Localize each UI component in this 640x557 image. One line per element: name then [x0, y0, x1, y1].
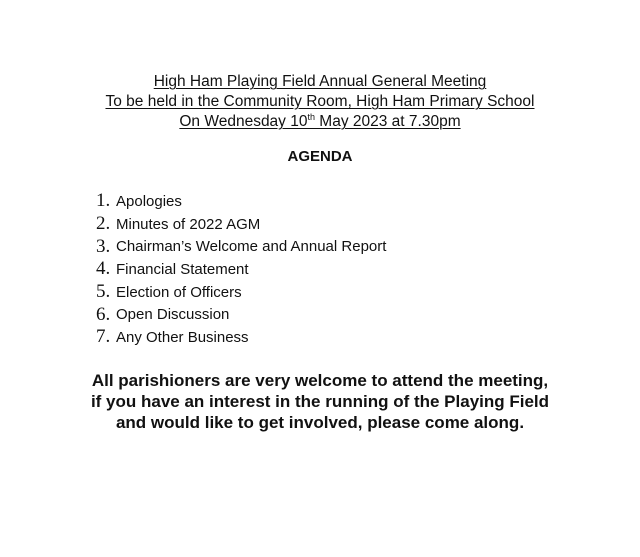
- agenda-item-number: 6.: [96, 303, 111, 325]
- agenda-item: [96, 190, 386, 213]
- agenda-item-number: 4.: [96, 258, 111, 280]
- agenda-item: [96, 213, 386, 236]
- agenda-item: [96, 326, 386, 349]
- agenda-item: [96, 235, 386, 258]
- meeting-date-prefix: On Wednesday 10: [179, 113, 308, 130]
- agenda-item: [96, 258, 386, 281]
- agenda-item-number: 1.: [96, 190, 111, 212]
- meeting-header: [0, 72, 640, 132]
- agenda-item: [96, 303, 386, 326]
- agenda-item-number: 5.: [96, 281, 111, 303]
- meeting-title: High Ham Playing Field Annual General Meeting: [153, 73, 487, 90]
- agenda-item-label: Any Other Business: [116, 328, 249, 346]
- meeting-venue: To be held in the Community Room, High Ham Primary School: [105, 93, 535, 110]
- invitation-line: All parishioners are very welcome to attend the meeting,: [91, 371, 549, 390]
- meeting-date-ordinal: th: [307, 112, 315, 122]
- invitation-line: and would like to get involved, please come along.: [115, 413, 525, 432]
- agenda-item-number: 3.: [96, 235, 111, 257]
- agenda-heading: AGENDA: [287, 148, 353, 165]
- meeting-date: [0, 112, 640, 132]
- agenda-list: [96, 190, 386, 349]
- agenda-item-label: Minutes of 2022 AGM: [116, 215, 261, 233]
- agenda-item-number: 7.: [96, 326, 111, 348]
- invitation-note: [0, 370, 640, 433]
- agenda-item-label: Financial Statement: [116, 260, 249, 278]
- agenda-item-number: 2.: [96, 213, 111, 235]
- agenda-item-label: Chairman’s Welcome and Annual Report: [116, 238, 387, 256]
- meeting-date-suffix: May 2023 at 7.30pm: [315, 113, 461, 130]
- agenda-item-label: Open Discussion: [116, 306, 230, 324]
- agenda-item: [96, 281, 386, 304]
- agenda-item-label: Election of Officers: [116, 283, 242, 301]
- invitation-line: if you have an interest in the running of the Playing Field: [90, 392, 550, 411]
- agenda-item-label: Apologies: [116, 192, 182, 210]
